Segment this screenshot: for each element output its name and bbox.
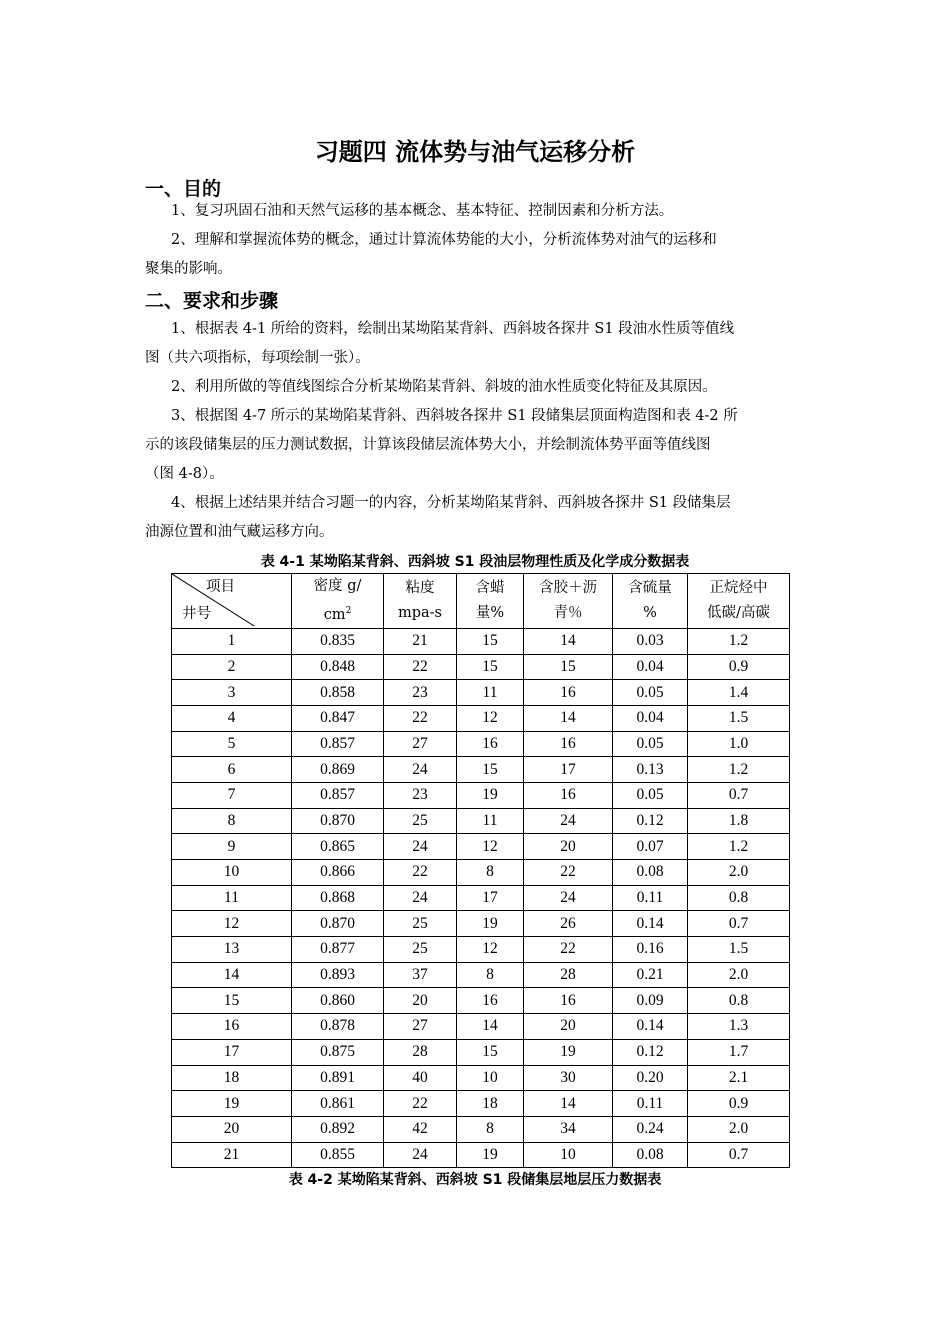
table-cell: 8 (457, 962, 524, 988)
table-cell: 2.1 (688, 1065, 790, 1091)
table-cell: 10 (524, 1142, 613, 1168)
table-cell: 19 (457, 1142, 524, 1168)
table-cell: 16 (524, 782, 613, 808)
table-cell: 0.04 (613, 654, 688, 680)
table-cell: 1.2 (688, 834, 790, 860)
well-number-cell: 11 (172, 885, 292, 911)
column-header-resin-asphaltene: 含胶＋沥 青％ (524, 574, 613, 629)
table-cell: 0.7 (688, 911, 790, 937)
table-cell: 0.11 (613, 1091, 688, 1117)
table-row (172, 782, 790, 808)
header-corner-cell (172, 574, 292, 629)
purpose-item-2-line-2: 聚集的影响。 (145, 261, 232, 277)
table-cell: 1.2 (688, 628, 790, 654)
section-heading-steps: 二、要求和步骤 (145, 290, 279, 312)
table-cell: 0.858 (292, 680, 384, 706)
well-number-cell: 14 (172, 962, 292, 988)
table-cell: 18 (457, 1091, 524, 1117)
table-cell: 42 (384, 1116, 457, 1142)
table-cell: 30 (524, 1065, 613, 1091)
table-cell: 0.24 (613, 1116, 688, 1142)
purpose-paragraphs (145, 197, 807, 284)
table-cell: 11 (457, 808, 524, 834)
table-cell: 10 (457, 1065, 524, 1091)
table-cell: 15 (457, 654, 524, 680)
table-row (172, 1142, 790, 1168)
table-cell: 20 (524, 834, 613, 860)
table-cell: 2.0 (688, 860, 790, 886)
table-cell: 0.05 (613, 782, 688, 808)
table-cell: 27 (384, 1014, 457, 1040)
table-cell: 25 (384, 911, 457, 937)
table-cell: 0.08 (613, 860, 688, 886)
well-number-cell: 17 (172, 1039, 292, 1065)
table-cell: 22 (384, 705, 457, 731)
table-cell: 14 (524, 705, 613, 731)
table-cell: 19 (524, 1039, 613, 1065)
table-row (172, 628, 790, 654)
table-cell: 1.4 (688, 680, 790, 706)
table-row (172, 1091, 790, 1117)
table-cell: 2.0 (688, 1116, 790, 1142)
table-header-row (172, 574, 790, 629)
table-cell: 22 (524, 860, 613, 886)
table-cell: 0.04 (613, 705, 688, 731)
column-header-viscosity: 粘度 mpa-s (384, 574, 457, 629)
table-cell: 24 (524, 885, 613, 911)
table-cell: 0.857 (292, 731, 384, 757)
table-cell: 0.857 (292, 782, 384, 808)
table-cell: 1.2 (688, 757, 790, 783)
table-row (172, 1065, 790, 1091)
table-row (172, 1116, 790, 1142)
table-cell: 15 (457, 757, 524, 783)
table-cell: 1.5 (688, 705, 790, 731)
table-row (172, 834, 790, 860)
table-row (172, 937, 790, 963)
table-cell: 0.05 (613, 731, 688, 757)
column-header-wax: 含蜡 量% (457, 574, 524, 629)
table-cell: 16 (524, 731, 613, 757)
table-cell: 24 (384, 834, 457, 860)
well-number-cell: 1 (172, 628, 292, 654)
well-number-cell: 3 (172, 680, 292, 706)
table-cell: 0.877 (292, 937, 384, 963)
table-cell: 0.7 (688, 782, 790, 808)
well-number-cell: 6 (172, 757, 292, 783)
table-cell: 15 (524, 654, 613, 680)
step-1-line-1: 1、根据表 4-1 所给的资料，绘制出某坳陷某背斜、西斜坡各探井 S1 段油水性质等值线 (171, 321, 735, 337)
table-cell: 0.07 (613, 834, 688, 860)
table-cell: 1.8 (688, 808, 790, 834)
table-cell: 0.847 (292, 705, 384, 731)
step-4-line-2: 油源位置和油气藏运移方向。 (145, 524, 334, 540)
table-cell: 17 (524, 757, 613, 783)
well-number-cell: 19 (172, 1091, 292, 1117)
table-cell: 25 (384, 808, 457, 834)
well-number-cell: 18 (172, 1065, 292, 1091)
page-title: 习题四 流体势与油气运移分析 (314, 138, 636, 166)
table-cell: 15 (457, 1039, 524, 1065)
table-cell: 11 (457, 680, 524, 706)
table-cell: 0.03 (613, 628, 688, 654)
well-number-cell: 5 (172, 731, 292, 757)
table-cell: 23 (384, 680, 457, 706)
well-number-cell: 15 (172, 988, 292, 1014)
steps-paragraphs (145, 315, 807, 547)
column-header-sulfur: 含硫量 % (613, 574, 688, 629)
table-4-1-caption: 表 4-1 某坳陷某背斜、西斜坡 S1 段油层物理性质及化学成分数据表 (260, 554, 690, 570)
table-cell: 0.13 (613, 757, 688, 783)
table-cell: 26 (524, 911, 613, 937)
well-number-cell: 9 (172, 834, 292, 860)
table-cell: 0.8 (688, 988, 790, 1014)
table-cell: 8 (457, 860, 524, 886)
table-cell: 1.5 (688, 937, 790, 963)
oil-properties-table (171, 573, 790, 1168)
table-cell: 20 (524, 1014, 613, 1040)
section-heading-purpose: 一、目的 (145, 178, 222, 200)
table-cell: 0.855 (292, 1142, 384, 1168)
table-cell: 0.9 (688, 1091, 790, 1117)
table-cell: 2.0 (688, 962, 790, 988)
table-cell: 0.14 (613, 1014, 688, 1040)
table-cell: 0.870 (292, 808, 384, 834)
table-cell: 24 (384, 757, 457, 783)
table-cell: 1.0 (688, 731, 790, 757)
table-cell: 0.12 (613, 1039, 688, 1065)
table-cell: 21 (384, 628, 457, 654)
well-number-cell: 21 (172, 1142, 292, 1168)
table-cell: 12 (457, 937, 524, 963)
well-number-cell: 13 (172, 937, 292, 963)
table-row (172, 1039, 790, 1065)
table-cell: 16 (457, 988, 524, 1014)
table-cell: 0.8 (688, 885, 790, 911)
well-number-cell: 16 (172, 1014, 292, 1040)
well-number-cell: 7 (172, 782, 292, 808)
table-cell: 22 (524, 937, 613, 963)
table-row (172, 911, 790, 937)
table-cell: 14 (524, 628, 613, 654)
table-cell: 25 (384, 937, 457, 963)
table-cell: 0.21 (613, 962, 688, 988)
table-cell: 37 (384, 962, 457, 988)
table-cell: 19 (457, 782, 524, 808)
table-row (172, 962, 790, 988)
table-cell: 0.893 (292, 962, 384, 988)
table-row (172, 757, 790, 783)
table-cell: 24 (524, 808, 613, 834)
table-cell: 16 (524, 988, 613, 1014)
table-cell: 1.3 (688, 1014, 790, 1040)
table-cell: 16 (524, 680, 613, 706)
table-cell: 0.848 (292, 654, 384, 680)
table-row (172, 705, 790, 731)
table-cell: 22 (384, 654, 457, 680)
table-cell: 0.875 (292, 1039, 384, 1065)
table-cell: 14 (524, 1091, 613, 1117)
table-cell: 14 (457, 1014, 524, 1040)
table-cell: 0.08 (613, 1142, 688, 1168)
step-3-line-1: 3、根据图 4-7 所示的某坳陷某背斜、西斜坡各探井 S1 段储集层顶面构造图和表 4-2 所 (171, 408, 738, 424)
table-body (172, 628, 790, 1167)
well-number-cell: 10 (172, 860, 292, 886)
table-cell: 8 (457, 1116, 524, 1142)
well-number-cell: 8 (172, 808, 292, 834)
table-cell: 22 (384, 1091, 457, 1117)
table-row (172, 988, 790, 1014)
table-row (172, 885, 790, 911)
table-cell: 17 (457, 885, 524, 911)
table-cell: 40 (384, 1065, 457, 1091)
purpose-item-1: 1、复习巩固石油和天然气运移的基本概念、基本特征、控制因素和分析方法。 (171, 203, 674, 219)
table-cell: 1.7 (688, 1039, 790, 1065)
table-cell: 15 (457, 628, 524, 654)
table-cell: 0.14 (613, 911, 688, 937)
step-2: 2、利用所做的等值线图综合分析某坳陷某背斜、斜坡的油水性质变化特征及其原因。 (171, 379, 717, 395)
table-cell: 0.09 (613, 988, 688, 1014)
table-cell: 0.05 (613, 680, 688, 706)
step-3-line-2: 示的该段储集层的压力测试数据，计算该段储层流体势大小，并绘制流体势平面等值线图 (145, 437, 711, 453)
step-4-line-1: 4、根据上述结果并结合习题一的内容，分析某坳陷某背斜、西斜坡各探井 S1 段储集层 (171, 495, 731, 511)
step-1-line-2: 图（共六项指标，每项绘制一张）。 (145, 350, 370, 366)
well-number-cell: 4 (172, 705, 292, 731)
table-cell: 0.11 (613, 885, 688, 911)
table-row (172, 808, 790, 834)
purpose-item-2-line-1: 2、理解和掌握流体势的概念，通过计算流体势能的大小，分析流体势对油气的运移和 (171, 232, 717, 248)
table-row (172, 731, 790, 757)
table-4-2-caption: 表 4-2 某坳陷某背斜、西斜坡 S1 段储集层地层压力数据表 (288, 1172, 662, 1188)
table-cell: 24 (384, 885, 457, 911)
step-3-line-3: （图 4-8）。 (145, 466, 224, 482)
table-cell: 0.9 (688, 654, 790, 680)
column-header-density: 密度 g/ $cm^2$ (292, 574, 384, 629)
table-cell: 28 (384, 1039, 457, 1065)
table-cell: 16 (457, 731, 524, 757)
table-cell: 0.869 (292, 757, 384, 783)
table-cell: 34 (524, 1116, 613, 1142)
table-cell: 0.861 (292, 1091, 384, 1117)
column-header-alkane-ratio: 正烷烃中 低碳/高碳 (688, 574, 790, 629)
table-cell: 19 (457, 911, 524, 937)
table-cell: 0.868 (292, 885, 384, 911)
table-cell: 0.835 (292, 628, 384, 654)
well-number-cell: 2 (172, 654, 292, 680)
table-cell: 27 (384, 731, 457, 757)
corner-label-well: 井号 (182, 605, 211, 622)
table-cell: 0.865 (292, 834, 384, 860)
table-row (172, 680, 790, 706)
table-cell: 22 (384, 860, 457, 886)
table-cell: 0.16 (613, 937, 688, 963)
table-cell: 12 (457, 705, 524, 731)
table-row (172, 654, 790, 680)
corner-label-item: 项目 (206, 579, 235, 595)
table-cell: 0.7 (688, 1142, 790, 1168)
table-cell: 23 (384, 782, 457, 808)
table-cell: 0.878 (292, 1014, 384, 1040)
table-cell: 0.860 (292, 988, 384, 1014)
table-cell: 28 (524, 962, 613, 988)
table-cell: 24 (384, 1142, 457, 1168)
table-cell: 20 (384, 988, 457, 1014)
table-cell: 0.892 (292, 1116, 384, 1142)
table-cell: 0.870 (292, 911, 384, 937)
table-cell: 0.12 (613, 808, 688, 834)
table-row (172, 860, 790, 886)
table-cell: 0.891 (292, 1065, 384, 1091)
table-row (172, 1014, 790, 1040)
well-number-cell: 12 (172, 911, 292, 937)
table-cell: 0.20 (613, 1065, 688, 1091)
table-cell: 0.866 (292, 860, 384, 886)
table-cell: 12 (457, 834, 524, 860)
well-number-cell: 20 (172, 1116, 292, 1142)
